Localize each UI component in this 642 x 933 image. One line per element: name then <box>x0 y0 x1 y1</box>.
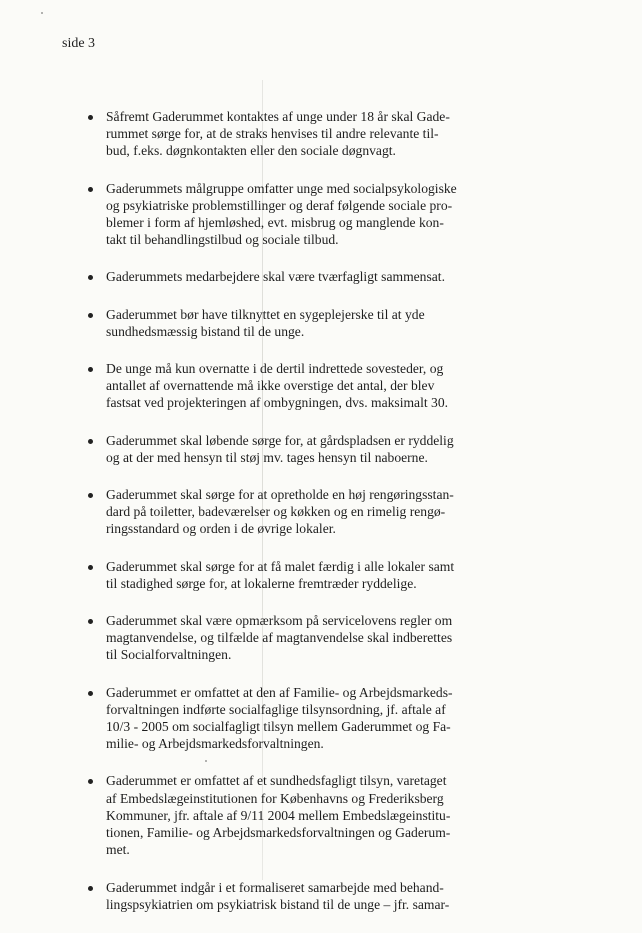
list-item <box>88 879 448 913</box>
bullet-icon <box>88 275 93 280</box>
text-line: til stadighed sørge for, at lokalerne fremtræder ryddelige. <box>106 575 417 591</box>
bullet-icon <box>88 779 93 784</box>
text-line: Gaderummet skal sørge for at få malet færdig i alle lokaler samt <box>106 558 455 574</box>
text-line: De unge må kun overnatte i de dertil indrettede sovesteder, og <box>106 361 444 377</box>
text-line: lingspsykiatrien om psykiatrisk bistand til de unge – jfr. samar- <box>106 896 450 912</box>
list-item <box>88 180 457 249</box>
text-line: Gaderummet indgår i et formaliseret samarbejde med behand- <box>106 879 444 895</box>
bullet-icon <box>88 439 93 444</box>
list-item <box>88 772 451 858</box>
bullet-list <box>88 108 457 933</box>
bullet-icon <box>88 565 93 570</box>
bullet-icon <box>88 313 93 318</box>
text-line: Gaderummet er omfattet at den af Familie- og Arbejdsmarkeds- <box>106 684 453 700</box>
text-line: antallet af overnattende må ikke overstige det antal, der blev <box>106 378 435 394</box>
text-line: Såfremt Gaderummet kontaktes af unge under 18 år skal Gade- <box>106 109 450 124</box>
text-line: sundhedsmæssig bistand til de unge. <box>106 323 305 339</box>
text-line: til Socialforvaltningen. <box>106 647 232 663</box>
list-item <box>88 486 454 538</box>
text-line: Gaderummets medarbejdere skal være tværfagligt sammensat. <box>106 269 445 285</box>
bullet-icon <box>88 367 93 372</box>
text-line: bud, f.eks. døgnkontakten eller den sociale døgnvagt. <box>106 143 396 159</box>
list-item <box>88 108 448 160</box>
text-line: Kommuner, jfr. aftale af 9/11 2004 mellem Embedslægeinstitu- <box>106 807 451 823</box>
bullet-icon <box>88 187 93 192</box>
list-item <box>88 268 448 285</box>
list-item <box>88 432 454 466</box>
text-line: Gaderummet skal sørge for at opretholde en høj rengøringsstan- <box>106 487 454 503</box>
text-line: magtanvendelse, og tilfælde af magtanvendelse skal indberettes <box>106 630 453 646</box>
text-line: blemer i form af hjemløshed, evt. misbrug og manglende kon- <box>106 215 444 231</box>
list-item <box>88 558 455 592</box>
text-line: milie- og Arbejdsmarkedsforvaltningen. <box>106 736 324 752</box>
list-item <box>88 306 448 340</box>
text-line: og psykiatriske problemstillinger og deraf følgende sociale pro- <box>106 197 453 213</box>
text-line: Gaderummets målgruppe omfatter unge med socialpsykologiske <box>106 180 457 196</box>
bullet-icon <box>88 493 93 498</box>
text-line: forvaltningen indførte socialfaglige tilsynsordning, jf. aftale af <box>106 701 446 717</box>
text-line: rummet sørge for, at de straks henvises til andre relevante til- <box>106 126 439 142</box>
bullet-icon <box>88 886 93 891</box>
text-line: dard på toiletter, badeværelser og køkken og en rimelig rengø- <box>106 504 446 520</box>
text-line: Gaderummet bør have tilknyttet en sygeplejerske til at yde <box>106 306 425 322</box>
text-line: takt til behandlingstilbud og sociale tilbud. <box>106 232 339 248</box>
bullet-icon <box>88 619 93 624</box>
text-line: met. <box>106 842 130 858</box>
text-line: og at der med hensyn til støj mv. tages hensyn til naboerne. <box>106 449 428 465</box>
list-item <box>88 360 448 412</box>
text-line: tionen, Familie- og Arbejdsmarkedsforvaltningen og Gaderum- <box>106 825 451 841</box>
text-line: ringsstandard og orden i de øvrige lokaler. <box>106 521 336 537</box>
text-line: fastsat ved projekteringen af ombygningen, dvs. maksimalt 30. <box>106 395 449 411</box>
scan-speck <box>41 12 43 14</box>
bullet-icon <box>88 691 93 696</box>
list-item <box>88 612 453 664</box>
text-line: Gaderummet er omfattet af et sundhedsfagligt tilsyn, varetaget <box>106 773 447 789</box>
page-number: side 3 <box>62 36 96 51</box>
list-item <box>88 684 453 753</box>
bullet-icon <box>88 115 93 120</box>
text-line: Gaderummet skal være opmærksom på servicelovens regler om <box>106 613 453 629</box>
text-line: Gaderummet skal løbende sørge for, at gårdspladsen er ryddelig <box>106 432 454 448</box>
text-line: af Embedslægeinstitutionen for Københavns og Frederiksberg <box>106 790 444 806</box>
text-line: 10/3 - 2005 om socialfagligt tilsyn mellem Gaderummet og Fa- <box>106 719 451 735</box>
